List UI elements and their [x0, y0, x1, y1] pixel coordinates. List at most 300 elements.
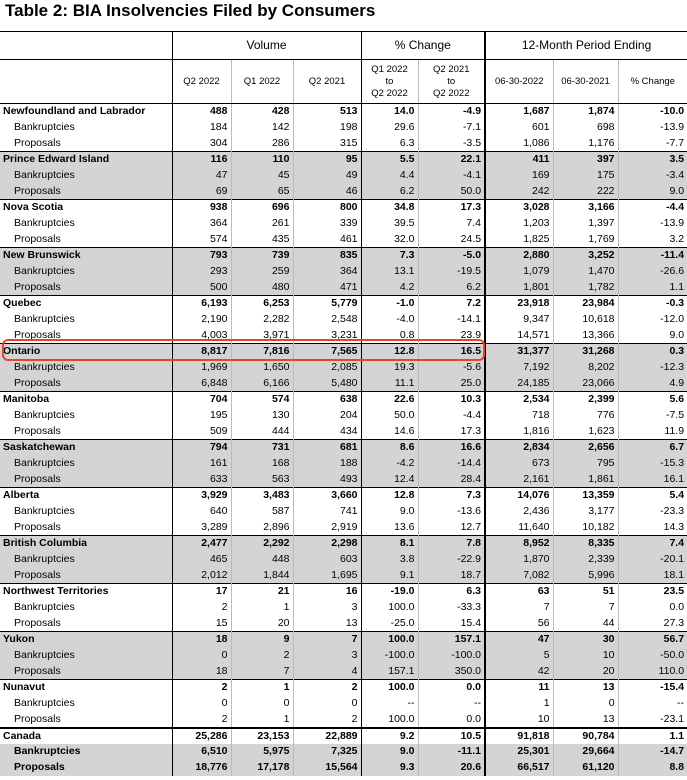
table-cell: 6.3	[361, 136, 418, 152]
table-cell: 2,548	[293, 312, 361, 328]
row-label: Bankruptcies	[0, 456, 172, 472]
table-cell: 18	[172, 664, 231, 680]
table-cell: 6.2	[361, 184, 418, 200]
table-cell: 169	[485, 168, 553, 184]
table-cell: 4	[293, 664, 361, 680]
sub-row	[0, 424, 687, 440]
table-cell: 800	[293, 200, 361, 216]
table-cell: 100.0	[361, 600, 418, 616]
row-label: British Columbia	[0, 536, 172, 552]
table-cell: --	[361, 696, 418, 712]
table-cell: 23.5	[618, 584, 687, 600]
table-cell: 493	[293, 472, 361, 488]
table-cell: 513	[293, 104, 361, 120]
table-cell: 195	[172, 408, 231, 424]
table-cell: 339	[293, 216, 361, 232]
sub-row	[0, 168, 687, 184]
table-cell: 411	[485, 152, 553, 168]
table-cell: 45	[231, 168, 293, 184]
sub-row	[0, 616, 687, 632]
table-cell: 13	[553, 680, 618, 696]
table-cell: 1.1	[618, 728, 687, 744]
sub-row	[0, 504, 687, 520]
province-row	[0, 296, 687, 312]
table-cell: 9.3	[361, 760, 418, 776]
table-cell: 350.0	[418, 664, 485, 680]
table-cell: 168	[231, 456, 293, 472]
table-cell: 22.1	[418, 152, 485, 168]
table-cell: 100.0	[361, 712, 418, 728]
table-cell: 5,975	[231, 744, 293, 760]
table-cell: 18.7	[418, 568, 485, 584]
table-cell: 42	[485, 664, 553, 680]
table-cell: 2,190	[172, 312, 231, 328]
sub-row	[0, 744, 687, 760]
table-cell: --	[618, 696, 687, 712]
table-cell: 9,347	[485, 312, 553, 328]
table-cell: 9.1	[361, 568, 418, 584]
table-cell: 11,640	[485, 520, 553, 536]
row-label: Proposals	[14, 232, 61, 245]
table-cell: 19.3	[361, 360, 418, 376]
table-cell: 23.9	[418, 328, 485, 344]
sub-row	[0, 600, 687, 616]
table-cell: 3,483	[231, 488, 293, 504]
table-cell: -5.0	[418, 248, 485, 264]
table-cell: 8,335	[553, 536, 618, 552]
table-cell: 488	[172, 104, 231, 120]
row-label: Bankruptcies	[14, 217, 75, 229]
table-cell: 2	[172, 712, 231, 728]
table-cell: 9.2	[361, 728, 418, 744]
table-cell: 835	[293, 248, 361, 264]
sub-row	[0, 264, 687, 280]
table-cell: 56	[485, 616, 553, 632]
table-cell: -20.1	[618, 552, 687, 568]
row-label: Proposals	[0, 184, 172, 200]
province-row	[0, 584, 687, 600]
row-label: Proposals	[14, 712, 61, 725]
province-row	[0, 680, 687, 696]
table-cell: -7.7	[618, 136, 687, 152]
table-cell: 222	[553, 184, 618, 200]
table-cell: 10,182	[553, 520, 618, 536]
sub-row	[0, 664, 687, 680]
table-cell: 30	[553, 632, 618, 648]
table-cell: 0	[553, 696, 618, 712]
sub-row	[0, 456, 687, 472]
table-cell: 500	[172, 280, 231, 296]
table-cell: -12.3	[618, 360, 687, 376]
table-cell: 100.0	[361, 632, 418, 648]
table-cell: 4.9	[618, 376, 687, 392]
table-cell: 3,231	[293, 328, 361, 344]
table-cell: 90,784	[553, 728, 618, 744]
table-cell: 938	[172, 200, 231, 216]
table-cell: 16.6	[418, 440, 485, 456]
table-cell: 3,289	[172, 520, 231, 536]
table-cell: 640	[172, 504, 231, 520]
table-cell: 1,650	[231, 360, 293, 376]
table-cell: 130	[231, 408, 293, 424]
row-label: Proposals	[14, 328, 61, 341]
table-cell: -4.2	[361, 456, 418, 472]
table-cell: 2,880	[485, 248, 553, 264]
table-cell: 110.0	[618, 664, 687, 680]
table-cell: 17.3	[418, 424, 485, 440]
row-label: Canada	[3, 729, 41, 742]
table-cell: 13,366	[553, 328, 618, 344]
table-cell: 2,919	[293, 520, 361, 536]
table-cell: 10	[553, 648, 618, 664]
table-cell: 480	[231, 280, 293, 296]
sub-row	[0, 360, 687, 376]
row-label: Bankruptcies	[14, 313, 75, 325]
table-cell: 91,818	[485, 728, 553, 744]
table-cell: 31,268	[553, 344, 618, 360]
row-label: Proposals	[0, 376, 172, 392]
table-cell: 5,779	[293, 296, 361, 312]
table-cell: -13.6	[418, 504, 485, 520]
table-cell: 25,301	[485, 744, 553, 760]
table-cell: 1,874	[553, 104, 618, 120]
sub-row	[0, 216, 687, 232]
table-cell: -4.1	[418, 168, 485, 184]
table-cell: 428	[231, 104, 293, 120]
table-cell: -1.0	[361, 296, 418, 312]
table-cell: -4.4	[418, 408, 485, 424]
row-label: Bankruptcies	[0, 648, 172, 664]
header-volume: Volume	[172, 32, 361, 60]
table-cell: 1,816	[485, 424, 553, 440]
table-cell: 7	[231, 664, 293, 680]
table-cell: 20	[231, 616, 293, 632]
row-label: Proposals	[0, 472, 172, 488]
table-cell: 776	[553, 408, 618, 424]
table-cell: 2	[293, 712, 361, 728]
table-cell: 56.7	[618, 632, 687, 648]
table-cell: 3.8	[361, 552, 418, 568]
table-cell: 2,656	[553, 440, 618, 456]
table-cell: 1,861	[553, 472, 618, 488]
table-cell: 6,510	[172, 744, 231, 760]
table-cell: 8,952	[485, 536, 553, 552]
table-cell: -5.6	[418, 360, 485, 376]
table-cell: 364	[293, 264, 361, 280]
table-cell: 29.6	[361, 120, 418, 136]
table-cell: 14,571	[485, 328, 553, 344]
table-cell: -19.0	[361, 584, 418, 600]
table-cell: 0	[231, 696, 293, 712]
row-label: Nunavut	[3, 681, 45, 694]
table-cell: 4.4	[361, 168, 418, 184]
table-cell: 0.8	[361, 328, 418, 344]
sub-row	[0, 696, 687, 712]
column-header: Q2 2021	[293, 60, 361, 104]
table-cell: 204	[293, 408, 361, 424]
table-cell: -26.6	[618, 264, 687, 280]
row-label: Bankruptcies	[14, 697, 75, 709]
table-cell: -10.0	[618, 104, 687, 120]
table-cell: 1,870	[485, 552, 553, 568]
table-cell: 2,298	[293, 536, 361, 552]
table-cell: 286	[231, 136, 293, 152]
table-cell: 739	[231, 248, 293, 264]
table-cell: 0	[172, 648, 231, 664]
table-cell: 2,834	[485, 440, 553, 456]
table-cell: 0.0	[418, 712, 485, 728]
table-cell: 3,028	[485, 200, 553, 216]
table-cell: -22.9	[418, 552, 485, 568]
province-row	[0, 392, 687, 408]
table-cell: 10.3	[418, 392, 485, 408]
province-row	[0, 728, 687, 744]
province-row	[0, 104, 687, 120]
table-cell: 6.2	[418, 280, 485, 296]
table-cell: 14.0	[361, 104, 418, 120]
row-label: Alberta	[3, 489, 40, 502]
row-label: Quebec	[3, 297, 42, 310]
table-cell: 3,929	[172, 488, 231, 504]
table-cell: 12.8	[361, 344, 418, 360]
table-cell: 2,399	[553, 392, 618, 408]
table-cell: 51	[553, 584, 618, 600]
table-cell: 198	[293, 120, 361, 136]
table-cell: -11.1	[418, 744, 485, 760]
table-cell: 61,120	[553, 760, 618, 776]
province-row	[0, 632, 687, 648]
table-cell: 731	[231, 440, 293, 456]
row-label: Yukon	[0, 632, 172, 648]
table-cell: -13.9	[618, 216, 687, 232]
row-label: Newfoundland and Labrador	[3, 105, 146, 118]
row-label: Bankruptcies	[0, 360, 172, 376]
table-cell: 20	[553, 664, 618, 680]
table-cell: 31,377	[485, 344, 553, 360]
row-label: Bankruptcies	[14, 409, 75, 421]
subheader-blank	[0, 60, 172, 104]
table-cell: 12.8	[361, 488, 418, 504]
table-cell: 461	[293, 232, 361, 248]
table-cell: 574	[172, 232, 231, 248]
table-cell: 16	[293, 584, 361, 600]
table-cell: 49	[293, 168, 361, 184]
table-cell: 100.0	[361, 680, 418, 696]
table-cell: 5.6	[618, 392, 687, 408]
table-cell: 7.4	[618, 536, 687, 552]
table-cell: 1,203	[485, 216, 553, 232]
table-cell: 2,012	[172, 568, 231, 584]
table-cell: 2,161	[485, 472, 553, 488]
row-label: Bankruptcies	[0, 264, 172, 280]
table-cell: 673	[485, 456, 553, 472]
table-cell: 1,687	[485, 104, 553, 120]
province-row	[0, 344, 687, 360]
table-cell: 1,844	[231, 568, 293, 584]
table-cell: 188	[293, 456, 361, 472]
sub-row	[0, 376, 687, 392]
table-cell: 3	[293, 600, 361, 616]
sub-row	[0, 552, 687, 568]
table-cell: -23.3	[618, 504, 687, 520]
table-cell: 12.4	[361, 472, 418, 488]
table-cell: 603	[293, 552, 361, 568]
table-cell: -14.4	[418, 456, 485, 472]
header-blank	[0, 32, 172, 60]
column-header: Q1 2022 to Q2 2022	[361, 60, 418, 104]
table-cell: 574	[231, 392, 293, 408]
province-row	[0, 440, 687, 456]
table-cell: 13	[293, 616, 361, 632]
table-cell: -50.0	[618, 648, 687, 664]
row-label: Bankruptcies	[0, 744, 172, 760]
table-cell: 7	[293, 632, 361, 648]
province-row	[0, 248, 687, 264]
table-cell: 14,076	[485, 488, 553, 504]
table-cell: 17,178	[231, 760, 293, 776]
table-cell: 10,618	[553, 312, 618, 328]
insolvency-table	[0, 31, 687, 776]
table-cell: 175	[553, 168, 618, 184]
table-cell: 633	[172, 472, 231, 488]
table-cell: 2,477	[172, 536, 231, 552]
table-cell: 3.5	[618, 152, 687, 168]
table-cell: 22,889	[293, 728, 361, 744]
table-cell: 2	[172, 600, 231, 616]
table-cell: 448	[231, 552, 293, 568]
table-cell: 8,202	[553, 360, 618, 376]
table-cell: 5,480	[293, 376, 361, 392]
row-label: Proposals	[0, 568, 172, 584]
table-cell: 18,776	[172, 760, 231, 776]
table-cell: 1	[485, 696, 553, 712]
table-cell: 15	[172, 616, 231, 632]
sub-row	[0, 184, 687, 200]
table-cell: 47	[485, 632, 553, 648]
table-cell: 6,193	[172, 296, 231, 312]
table-cell: 315	[293, 136, 361, 152]
table-cell: 8,817	[172, 344, 231, 360]
table-cell: 0.0	[418, 680, 485, 696]
table-cell: 397	[553, 152, 618, 168]
province-row	[0, 152, 687, 168]
table-cell: 27.3	[618, 616, 687, 632]
table-cell: 116	[172, 152, 231, 168]
table-cell: 1,769	[553, 232, 618, 248]
table-cell: 47	[172, 168, 231, 184]
row-label: Nova Scotia	[3, 201, 64, 214]
row-label: Bankruptcies	[14, 601, 75, 613]
table-cell: 39.5	[361, 216, 418, 232]
table-cell: 304	[172, 136, 231, 152]
table-cell: 7	[485, 600, 553, 616]
table-cell: 9.0	[361, 744, 418, 760]
table-cell: 11.1	[361, 376, 418, 392]
table-cell: 1,397	[553, 216, 618, 232]
table-cell: 471	[293, 280, 361, 296]
table-cell: 601	[485, 120, 553, 136]
table-cell: 638	[293, 392, 361, 408]
sub-row	[0, 408, 687, 424]
table-cell: 11	[485, 680, 553, 696]
sub-row	[0, 712, 687, 728]
table-cell: 17.3	[418, 200, 485, 216]
sub-row	[0, 312, 687, 328]
table-cell: 2,085	[293, 360, 361, 376]
table-cell: 261	[231, 216, 293, 232]
table-cell: 1,086	[485, 136, 553, 152]
table-cell: 7,325	[293, 744, 361, 760]
table-cell: 65	[231, 184, 293, 200]
row-label: Bankruptcies	[14, 121, 75, 133]
column-header: Q2 2021 to Q2 2022	[418, 60, 485, 104]
table-cell: 563	[231, 472, 293, 488]
sub-row	[0, 568, 687, 584]
row-label: Prince Edward Island	[0, 152, 172, 168]
table-cell: 718	[485, 408, 553, 424]
table-cell: 696	[231, 200, 293, 216]
table-cell: 7.2	[418, 296, 485, 312]
table-cell: 12.7	[418, 520, 485, 536]
table-cell: 0	[172, 696, 231, 712]
table-cell: 7.3	[418, 488, 485, 504]
table-cell: 1	[231, 712, 293, 728]
table-cell: 32.0	[361, 232, 418, 248]
table-cell: -4.4	[618, 200, 687, 216]
table-cell: 3,166	[553, 200, 618, 216]
table-cell: 7	[553, 600, 618, 616]
table-body	[0, 104, 687, 776]
table-cell: 161	[172, 456, 231, 472]
table-cell: 13.1	[361, 264, 418, 280]
table-cell: 10	[485, 712, 553, 728]
table-cell: 23,153	[231, 728, 293, 744]
table-cell: 2,436	[485, 504, 553, 520]
table-cell: 63	[485, 584, 553, 600]
table-cell: 46	[293, 184, 361, 200]
sub-row	[0, 280, 687, 296]
table-cell: -3.4	[618, 168, 687, 184]
sub-row	[0, 648, 687, 664]
table-cell: 18	[172, 632, 231, 648]
table-cell: 14.3	[618, 520, 687, 536]
table-cell: 157.1	[361, 664, 418, 680]
table-cell: 7,816	[231, 344, 293, 360]
table-cell: 2,896	[231, 520, 293, 536]
row-label: Bankruptcies	[14, 505, 75, 517]
table-cell: 6.7	[618, 440, 687, 456]
row-label: Proposals	[0, 280, 172, 296]
table-cell: -15.3	[618, 456, 687, 472]
table-cell: 794	[172, 440, 231, 456]
table-cell: 587	[231, 504, 293, 520]
row-label: Bankruptcies	[0, 168, 172, 184]
column-header: Q1 2022	[231, 60, 293, 104]
column-header: Q2 2022	[172, 60, 231, 104]
row-label: Saskatchewan	[0, 440, 172, 456]
table-cell: 0.3	[618, 344, 687, 360]
table-cell: 1	[231, 600, 293, 616]
table-cell: -15.4	[618, 680, 687, 696]
table-cell: 1,782	[553, 280, 618, 296]
table-cell: 184	[172, 120, 231, 136]
sub-row	[0, 136, 687, 152]
table-cell: -4.9	[418, 104, 485, 120]
table-cell: 2	[172, 680, 231, 696]
table-cell: 6,848	[172, 376, 231, 392]
table-cell: 2,292	[231, 536, 293, 552]
table-cell: 3	[293, 648, 361, 664]
